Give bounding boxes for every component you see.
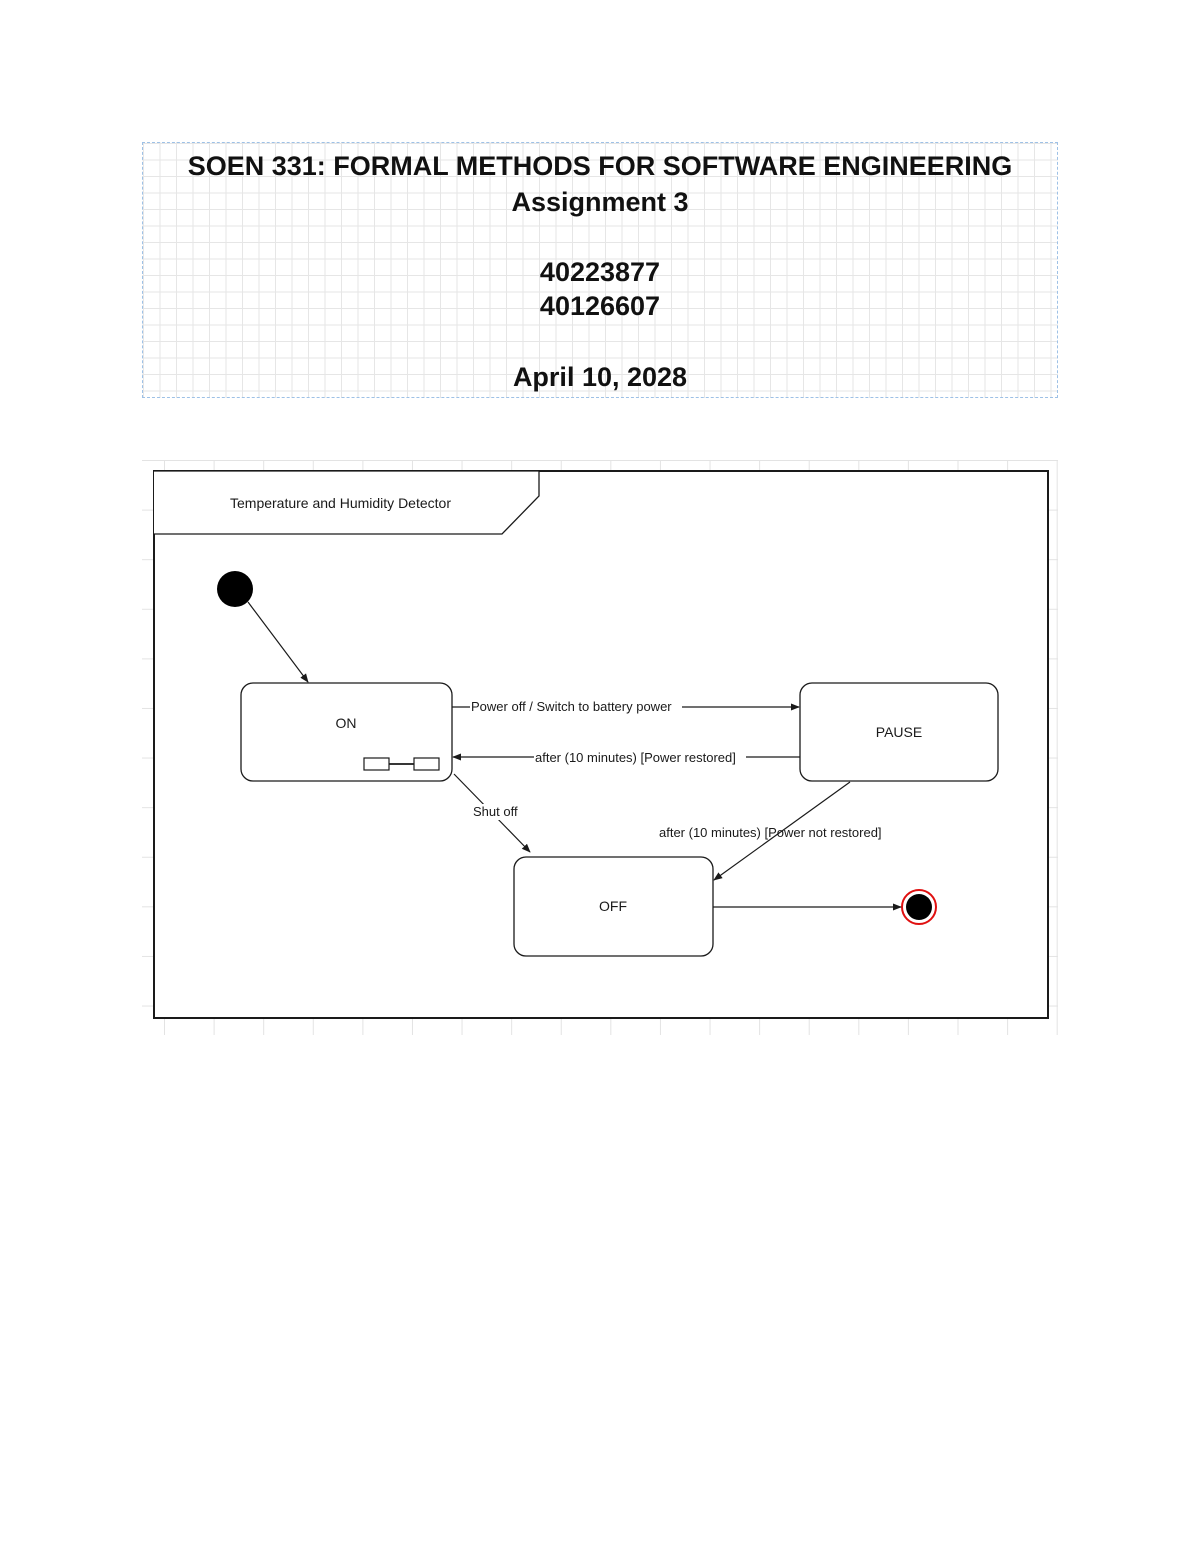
frame-title: Temperature and Humidity Detector <box>230 495 451 511</box>
state-pause-label: PAUSE <box>875 724 923 740</box>
course-title: SOEN 331: FORMAL METHODS FOR SOFTWARE ENGINEERING <box>187 151 1013 181</box>
assignment-title: Assignment 3 <box>511 187 689 217</box>
student-id-2: 40126607 <box>539 291 661 321</box>
initial-state <box>217 571 253 607</box>
state-off-label: OFF <box>599 898 627 914</box>
transition-shut-off-label: Shut off <box>473 804 518 819</box>
state-diagram-canvas <box>142 460 1058 1035</box>
transition-power-not-restored-label: after (10 minutes) [Power not restored] <box>659 825 882 840</box>
state-on-label: ON <box>335 715 357 731</box>
submission-date: April 10, 2028 <box>512 362 688 392</box>
title-block <box>142 142 1058 398</box>
transition-power-off-label: Power off / Switch to battery power <box>471 699 672 714</box>
transition-power-restored-label: after (10 minutes) [Power restored] <box>535 750 736 765</box>
student-id-1: 40223877 <box>539 257 661 287</box>
final-state <box>902 890 936 924</box>
state-diagram <box>142 460 1058 1035</box>
